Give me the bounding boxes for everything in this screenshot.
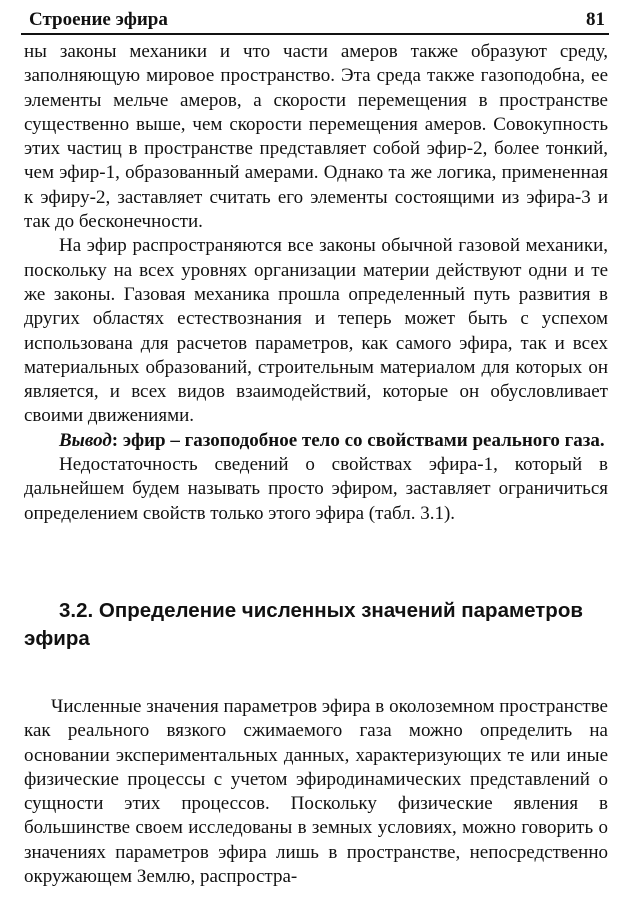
body-text [24,40,608,526]
section-paragraph: Численные значения параметров эфира в околоземном пространстве как реального вязкого сжимаемого газа можно определить на основании экспериментальных данных, характеризующих те или иные физические процессы с учетом эфиродинамических представлений о сущности этих процессов. Поскольку физические явления в большинстве своем исследованы в земных условиях, можно говорить о значениях параметров эфира лишь в пространстве, непосредственно окружающем Землю, распростра- [24,696,608,888]
paragraph-continued: ны законы механики и что части амеров также образуют среду, заполняющую мировое пространство. Эта среда также газоподобна, ее элементы мельче амеров, а скорости перемещения в пространстве существенно выше, чем скорости перемещения амеров. Совокупность этих частиц в пространстве представляет собой эфир-2, более тонкий, чем эфир-1, образованный амерами. Однако та же логика, примененная к эфиру-2, заставляет считать его элементы состоящими из эфира-3 и так до бесконечности. [24,41,608,233]
paragraph-gas-mechanics: На эфир распространяются все законы обычной газовой механики, поскольку на всех уровнях организации материи действуют одни и те же законы. Газовая механика прошла определенный путь развития в других областях естествознания и теперь может быть с успехом использована для расчетов параметров, как самого эфира, так и всех материальных образований, строительным материалом для которых он является, и всех видов взаимодействий, которые он обусловливает своими движениями. [24,235,608,427]
paragraph-insufficiency: Недостаточность сведений о свойствах эфира-1, который в дальнейшем будем называть просто эфиром, заставляет ограничиться определением свойств только этого эфира (табл. 3.1). [24,454,608,524]
page-number: 81 [586,9,605,30]
section-heading: 3.2. Определение численных значений параметров эфира [24,599,583,650]
conclusion-lead: Вывод [59,429,112,451]
conclusion-text: : эфир – газоподобное тело со свойствами реального газа. [111,429,605,451]
running-header [21,9,609,35]
paragraph-conclusion [24,429,608,453]
running-title: Строение эфира [29,9,168,30]
